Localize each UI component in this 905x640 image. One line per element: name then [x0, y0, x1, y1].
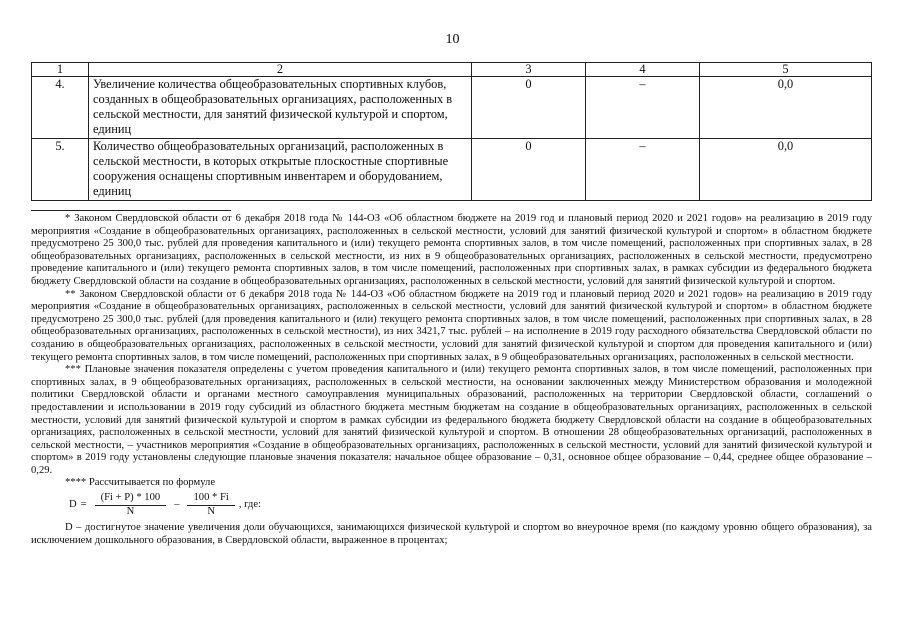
formula-fraction-1 [95, 492, 167, 518]
row-value-col5: 0,0 [700, 77, 872, 139]
footnote-1: * Законом Свердловской области от 6 декабря 2018 года № 144-ОЗ «Об областном бюджете на 2019 год и плановый период 2020 и 2021 годов» на реализацию в 2019 году мероприятия «Создание в общеобразовательных организациях, расположенных в сельской местности, условий для занятий физической культурой и спортом» в областном бюджете предусмотрено 25 300,0 тыс. рублей для проведения капитального и (или) текущего ремонта спортивных залов, в том числе помещений, расположенных при спортивных залах, в 28 общеобразовательных организациях, расположенных в сельской местности, из них в 9 общеобразовательных организациях, расположенных в сельской местности, предусмотрено проведение капитального и (или) текущего ремонта спортивных залов, в том числе помещений, расположенных при спортивных залах, в рамках субсидии из федерального бюджета бюджету Свердловской области на создание в общеобразовательных организациях, расположенных в сельской местности, условий для занятий физической культурой и спортом. [31, 213, 872, 287]
footnote-3: *** Плановые значения показателя определены с учетом проведения капитального и (или) текущего ремонта спортивных залов, в том числе помещений, расположенных при спортивных залах, в 9 общеобразовательных организациях, расположенных в сельской местности, на основании заключенных между Министерством образования и молодежной политики Свердловской области и органами местного самоуправления муниципальных образований, расположенных на территории Свердловской области, соглашений о предоставлении и использовании в 2019 году субсидий из областного бюджета местным бюджетам на создание в общеобразовательных организациях, расположенных в сельской местности, условий для занятий физической культурой и спортом в рамках субсидии из федерального бюджета бюджету Свердловской области на создание в общеобразовательных организациях, расположенных в сельской местности, условий для занятий физической культурой и спортом. В отношении 28 общеобразовательных организаций, расположенных в сельской местности, – участников мероприятия «Создание в общеобразовательных организациях, расположенных в сельской местности, условий для занятий физической культурой и спортом» в 2019 году установлены следующие плановые значения показателя: начальное общее образование – 0,31, основное общее образование – 0,44, среднее общее образование – 0,29. [31, 364, 872, 476]
row-value-col4: – [586, 139, 700, 201]
indicators-table [31, 62, 872, 201]
formula-denominator-2: N [207, 505, 215, 517]
formula-equals: = [80, 498, 87, 510]
table-header-cell: 5 [700, 63, 872, 77]
row-description: Количество общеобразовательных организаций, расположенных в сельской местности, в которых открытые плоскостные спортивные сооружения оснащены спортивным инвентарем и оборудованием, единиц [89, 139, 472, 201]
footnote-4: **** Рассчитывается по формуле [65, 477, 216, 489]
formula-lhs: D [69, 498, 77, 510]
row-description: Увеличение количества общеобразовательных спортивных клубов, созданных в общеобразовательных организациях, расположенных в сельской местности, для занятий физической культурой и спортом, единиц [89, 77, 472, 139]
row-number: 4. [32, 77, 89, 139]
table-header-cell: 1 [32, 63, 89, 77]
table-header-row [32, 63, 872, 77]
row-value-col3: 0 [472, 77, 586, 139]
table-row [32, 139, 872, 201]
row-value-col4: – [586, 77, 700, 139]
table-header-cell: 3 [472, 63, 586, 77]
formula-minus: – [174, 498, 180, 510]
row-number: 5. [32, 139, 89, 201]
footnotes [31, 210, 872, 547]
formula [69, 492, 872, 518]
formula-fraction-2 [187, 492, 234, 518]
formula-denominator-1: N [126, 505, 135, 517]
formula-numerator-1: (Fi + P) * 100 [95, 492, 167, 506]
table-header-cell: 4 [586, 63, 700, 77]
formula-numerator-2: 100 * Fi [187, 492, 234, 506]
formula-tail: , где: [238, 498, 261, 510]
table-row [32, 77, 872, 139]
footnote-2: ** Законом Свердловской области от 6 декабря 2018 года № 144-ОЗ «Об областном бюджете на 2019 год и плановый период 2020 и 2021 годов» на реализацию в 2019 году мероприятия «Создание в общеобразовательных организациях, расположенных в сельской местности, условий для занятий физической культурой и спортом» в областном бюджете предусмотрено 25 300,0 тыс. рублей (для проведения капитального и (или) текущего ремонта спортивных залов, в том числе помещений, расположенных при спортивных залах, в 28 общеобразовательных организациях, расположенных в сельской местности), из них 3421,7 тыс. рублей – на исполнение в 2019 году расходного обязательства Свердловской области по созданию в общеобразовательных организациях, расположенных в сельской местности, условий для занятий физической культурой и спортом для проведения капитального и (или) текущего ремонта спортивных залов, в том числе помещений, расположенных при спортивных залах, в 9 общеобразовательных организациях, расположенных в сельской местности. [31, 288, 872, 363]
row-value-col5: 0,0 [700, 139, 872, 201]
footnote-5: D – достигнутое значение увеличения доли обучающихся, занимающихся физической культурой и спортом во внеурочное время (по каждому уровню общего образования), за исключением дошкольного образования, в Свердловской области, выраженное в процентах; [31, 522, 872, 546]
page-number: 10 [445, 32, 460, 47]
table-header-cell: 2 [89, 63, 472, 77]
row-value-col3: 0 [472, 139, 586, 201]
footnote-separator [31, 210, 231, 211]
